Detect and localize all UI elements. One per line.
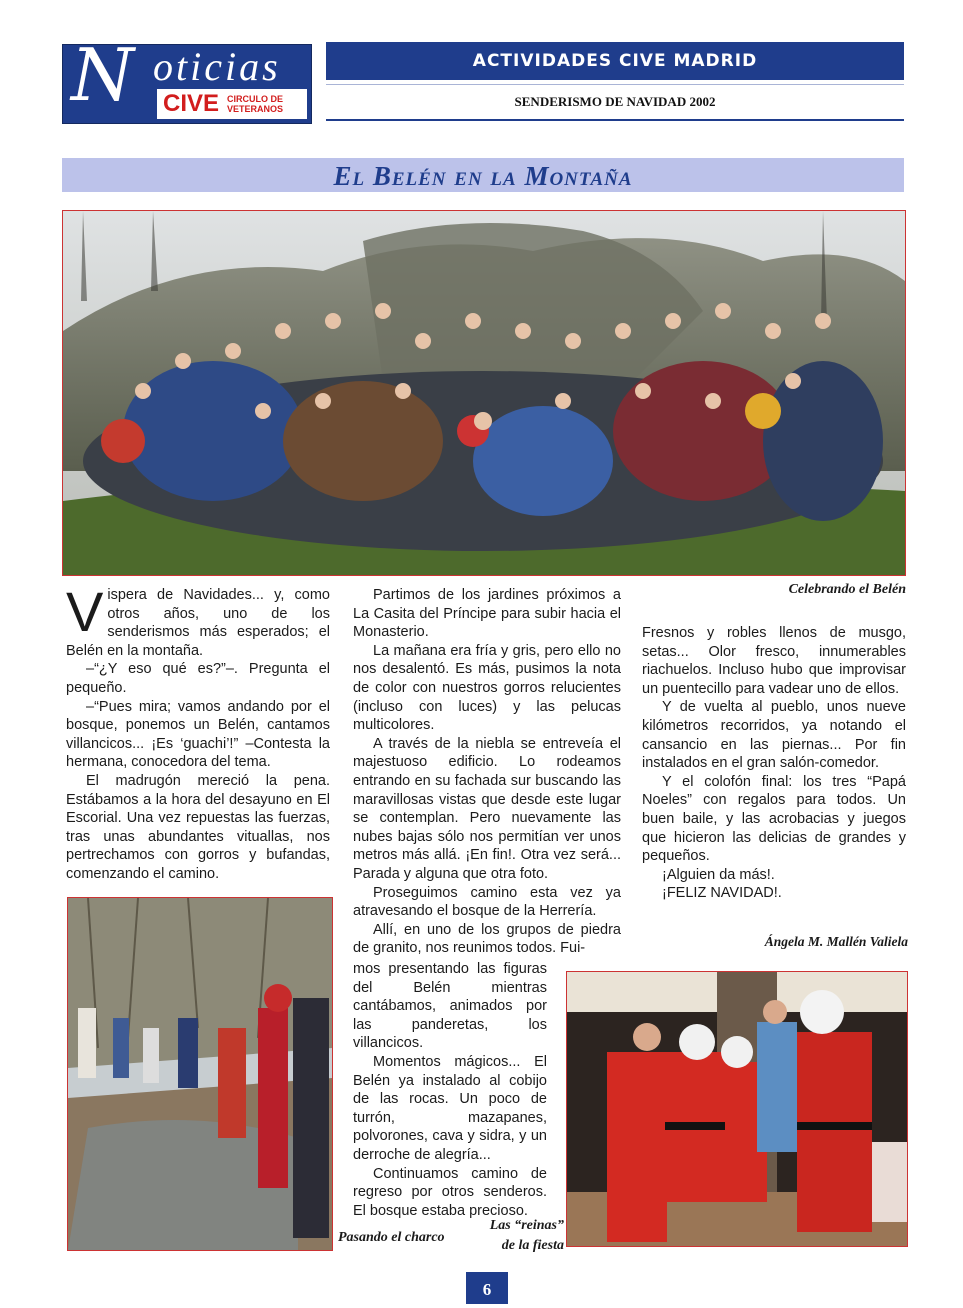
creek-photo xyxy=(67,897,333,1251)
paragraph: ¡FELIZ NAVIDAD!. xyxy=(662,885,782,902)
paragraph-text: ispera de Navidades... y, como otros años, uno de los senderismos más esperados; el Belén en la montaña. xyxy=(66,587,330,659)
paragraph: La mañana era fría y gris, pero ello no nos desalentó. Es más, pusimos la nota de color con nuestros gorros relucientes (incluso con luces) y las pelucas multicolores. xyxy=(353,642,621,734)
article-title-bar xyxy=(62,158,904,192)
article-column-2 xyxy=(353,586,621,958)
page-number: 6 xyxy=(466,1272,508,1304)
noticias-logo xyxy=(62,33,312,124)
caption-santa-line2: de la fiesta xyxy=(501,1238,564,1253)
logo-initial: N xyxy=(71,33,134,117)
paragraph: Y de vuelta al pueblo, unos nueve kilómetros recorridos, ya notando el cansancio en las piernas... Por fin instalados en el gran salón-comedor. xyxy=(642,699,906,772)
logo-brand-box xyxy=(157,89,307,119)
drop-cap: V xyxy=(66,580,104,643)
subsection-title: SENDERISMO DE NAVIDAD 2002 xyxy=(326,84,904,121)
group-photo xyxy=(62,210,906,576)
paragraph: Allí, en uno de los grupos de piedra de granito, nos reunimos todos. Fui- xyxy=(353,921,621,957)
article-column-1 xyxy=(66,580,330,884)
santa-photo xyxy=(566,971,908,1247)
paragraph: Proseguimos camino esta vez ya atravesando el bosque de la Herrería. xyxy=(353,884,621,920)
paragraph: –“¿Y eso qué es?”–. Pregunta el pequeño. xyxy=(66,661,330,696)
paragraph: Fresnos y robles llenos de musgo, setas... Olor fresco, innumerables riachuelos. Incluso hubo que improvisar un puentecillo para vadear uno de ellos. xyxy=(642,625,906,697)
paragraph: A través de la niebla se entreveía el majestuoso edificio. Lo rodeamos entrando en su fachada sur buscando las maravillosas vistas que desde este lugar se contemplan. Pero nuevamente las nubes bajas sólo nos permitían ver unos metros más allá. ¡En fin!. Otra vez será... Parada y alguna que otra foto. xyxy=(353,735,621,882)
paragraph: mos presentando las figuras del Belén mientras cantábamos, animados por las panderetas, los villancicos. xyxy=(353,961,547,1052)
paragraph: Y el colofón final: los tres “Papá Noeles” con regalos para todos. Un buen baile, y las acrobacias y juegos que hicieron las delicias de grandes y pequeños. xyxy=(642,773,906,865)
caption-creek-photo: Pasando el charco xyxy=(338,1230,445,1245)
section-bar: ACTIVIDADES CIVE MADRID xyxy=(326,42,904,80)
paragraph xyxy=(66,580,330,660)
article-column-2-continued xyxy=(353,960,547,1220)
paragraph: ¡Alguien da más!. xyxy=(662,866,775,883)
author-signature: Ángela M. Mallén Valiela xyxy=(764,934,908,949)
paragraph: –“Pues mira; vamos andando por el bosque, ponemos un Belén, cantamos villancicos... ¡Es ‘guachi’!” –Contesta la hermana, conocedora del tema. xyxy=(66,698,330,771)
article-title: El Belén en la Montaña xyxy=(333,161,633,191)
logo-brand-sub-line1: CIRCULO DE xyxy=(227,94,283,104)
paragraph: Momentos mágicos... El Belén ya instalado al cobijo de las rocas. Un poco de turrón, mazapanes, polvorones, cava y sidra, y un derroche de alegría... xyxy=(353,1053,547,1163)
paragraph: Continuamos camino de regreso por otros senderos. El bosque estaba precioso. xyxy=(353,1165,547,1219)
logo-word: oticias xyxy=(153,44,281,89)
article-column-3 xyxy=(642,624,906,903)
paragraph: El madrugón mereció la pena. Estábamos a la hora del desayuno en El Escorial. Una vez repuestas las fuerzas, tras unas abundantes vituallas, nos pertrechamos con gorros y bufandas, comenzando el camino. xyxy=(66,772,330,882)
logo-brand: CIVE xyxy=(163,90,220,117)
logo-brand-sub xyxy=(227,94,305,114)
paragraph: Partimos de los jardines próximos a La Casita del Príncipe para subir hacia el Monasterio. xyxy=(353,587,621,641)
caption-santa-line1: Las “reinas” xyxy=(489,1218,564,1233)
caption-main-photo: Celebrando el Belén xyxy=(788,582,906,597)
caption-santa-photo xyxy=(470,1216,564,1256)
logo-brand-sub-line2: VETERANOS xyxy=(227,104,284,114)
